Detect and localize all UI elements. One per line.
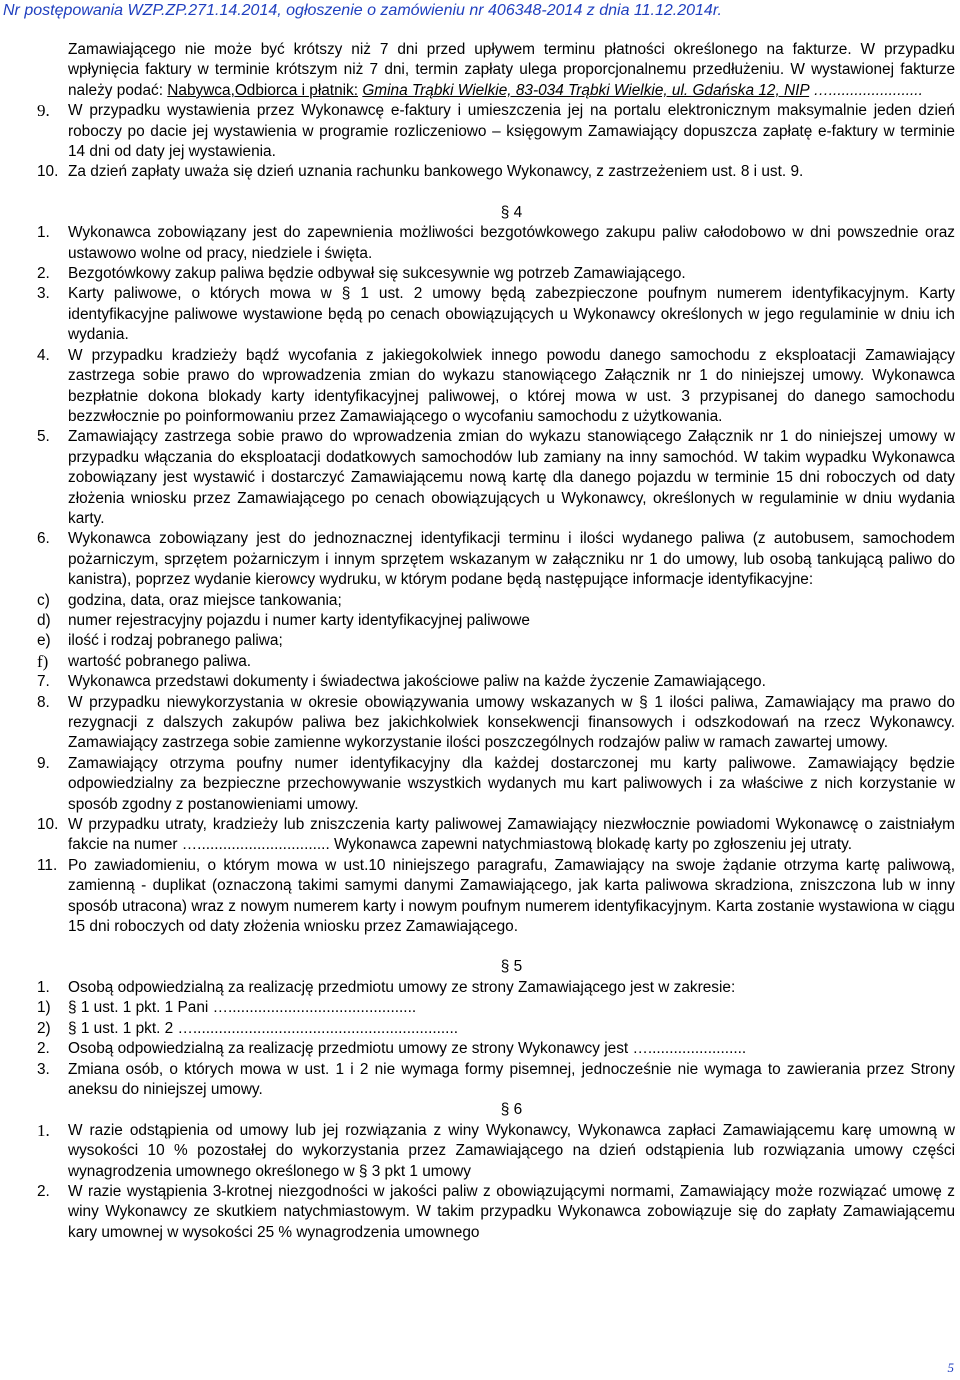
item-text: Zamawiający otrzyma poufny numer identyfikacyjny dla każdej dostarczonej mu karty paliwowe. Zamawiający będzie odpowiedzialny za bezpieczne przechowywanie wszystkich wydanych mu kart paliwowych i za właściwe z nich korzystanie w sposób zgodny z postanowieniami umowy. — [68, 754, 955, 813]
item-number: e) — [37, 632, 51, 650]
item-number: 9. — [37, 101, 50, 121]
item-number: 1. — [37, 1120, 50, 1140]
item-text: W przypadku niewykorzystania w okresie obowiązywania umowy wskazanych w § 1 ilości paliwa, Zamawiający ma prawo do rezygnacji z dalszych zakupów paliwa bez jakichkolwiek konsekwencji finansowych i odszkodowań na rzecz Wykonawcy. Zamawiający zastrzega sobie zamienne wykorzystanie ilości poszczególnych rodzajów paliw w ramach zawartej umowy. — [68, 693, 955, 752]
section-title-5: § 5 — [500, 958, 523, 976]
item-text: Wykonawca zobowiązany jest do zapewnienia możliwości bezgotówkowego zakupu paliw całodobowo w dni powszednie oraz ustawowo wolne od pracy, niedziele i święta. — [68, 224, 955, 262]
item-text: godzina, data, oraz miejsce tankowania; — [68, 591, 342, 609]
item-number: 10. — [37, 816, 59, 834]
item-text: Bezgotówkowy zakup paliwa będzie odbywał się sukcesywnie wg potrzeb Zamawiającego. — [68, 265, 686, 283]
item-number: 1. — [37, 224, 50, 242]
section-title-6: § 6 — [500, 1101, 523, 1119]
list-item — [0, 978, 955, 998]
item-number: 11. — [37, 856, 58, 874]
item-number: 1. — [37, 978, 50, 996]
item-text: Osobą odpowiedzialną za realizację przedmiotu umowy ze strony Wykonawcy jest …....................... — [68, 1040, 747, 1058]
item-text: Za dzień zapłaty uważa się dzień uznania rachunku bankowego Wykonawcy, z zastrzeżeniem ust. 8 i ust. 9. — [68, 163, 804, 181]
item-number: 2. — [37, 1182, 50, 1200]
list-item — [0, 1182, 955, 1243]
item-number: 7. — [37, 673, 50, 691]
list-item — [0, 591, 955, 611]
list-item — [0, 998, 955, 1018]
item-number: 4. — [37, 346, 50, 364]
item-number: 3. — [37, 1060, 50, 1078]
list-item — [0, 754, 955, 815]
item-number: 1) — [37, 999, 51, 1017]
item-number: 8. — [37, 693, 50, 711]
page-number: 5 — [947, 1360, 954, 1375]
document-header: Nr postępowania WZP.ZP.271.14.2014, ogłoszenie o zamówieniu nr 406348-2014 z dnia 11.12.2014r. — [3, 2, 722, 19]
section-6-list — [0, 1121, 955, 1243]
item-text: numer rejestracyjny pojazdu i numer karty identyfikacyjnej paliwowe — [68, 611, 530, 629]
item-number: 9. — [37, 754, 50, 772]
item-text: Zmiana osób, o których mowa w ust. 1 i 2 nie wymaga formy pisemnej, jednocześnie nie wymaga to zawierania przez Strony aneksu do niniejszej umowy. — [68, 1060, 955, 1098]
list-item — [0, 162, 955, 182]
item-text: W razie odstąpienia od umowy lub jej rozwiązania z winy Wykonawcy, Wykonawca zapłaci Zamawiającemu karę umowną w wysokości 10 % pozostałej do wykorzystania przez Zamawiającego na dzień odstąpienia lub rozwiązania umowy części wynagrodzenia umownego określonego w § 3 pkt 1 umowy — [68, 1121, 955, 1180]
list-item — [0, 1060, 955, 1101]
item-number: d) — [37, 611, 51, 629]
list-item — [0, 529, 955, 590]
item-text: Po zawiadomieniu, o którym mowa w ust.10 niniejszego paragrafu, Zamawiający na swoje żądanie otrzyma kartę paliwową, zamienną - duplikat (oznaczoną takimi samymi danymi Zamawiającego, jak karta paliwowa skradziona, zniszczona lub w inny sposób utracona) wraz z nowym numerem karty i nowym poufnym numerem identyfikacyjnym. Karta zostanie wystawiona w ciągu 15 dni roboczych od daty złożenia wniosku przez Zamawiającego. — [68, 856, 955, 936]
list-item — [0, 856, 955, 938]
item-text: wartość pobranego paliwa. — [68, 652, 252, 670]
list-item — [0, 652, 955, 672]
item-text: W razie wystąpienia 3-krotnej niezgodności w jakości paliw z obowiązującymi normami, Zamawiający może rozwiązać umowę z winy Wykonawcy ze skutkiem natychmiastowym. W takim przypadku Wykonawca zobowiązuje się do zapłaty Zamawiającemu kary umownej w wysokości 25 % wynagrodzenia umownego — [68, 1182, 955, 1241]
item-text: Karty paliwowe, o których mowa w § 1 ust. 2 umowy będą zabezpieczone poufnym numerem identyfikacyjnym. Karty identyfikacyjne paliwowe wystawione będą po cenach obowiązujących u Wykonawcy określonych w jego regulaminie w dniu ich wydania. — [68, 285, 955, 344]
item-number: 2) — [37, 1019, 51, 1037]
list-item — [0, 346, 955, 428]
list-item — [0, 815, 955, 856]
list-item — [0, 672, 955, 692]
list-item — [0, 284, 955, 345]
section-5-list — [0, 978, 955, 1100]
list-item — [0, 1121, 955, 1182]
item-text: W przypadku utraty, kradzieży lub zniszczenia karty paliwowej Zamawiający niezwłocznie powiadomi Wykonawcę o zaistniałym fakcie na numer …............................... Wykonawca zapewni natychmiastową blokadę karty po zgłoszeniu jej utraty. — [68, 816, 955, 854]
list-item — [0, 427, 955, 529]
list-item — [0, 611, 955, 631]
item-number: 10. — [37, 163, 59, 181]
item-number: 5. — [37, 428, 50, 446]
item-number: f) — [37, 651, 49, 671]
item-text: § 1 ust. 1 pkt. 2 ….............................................................. — [68, 1019, 459, 1037]
item-text: W przypadku wystawienia przez Wykonawcę e-faktury i umieszczenia jej na portalu elektronicznym maksymalnie jeden dzień roboczy po dacie jej wystawienia w programie rozliczeniowo – księgowym Zamawiający dopuszcza zapłatę e-faktury w terminie 14 dni od daty jej wystawienia. — [68, 102, 955, 161]
item-text: ilość i rodzaj pobranego paliwa; — [68, 632, 283, 650]
item-number: 3. — [37, 285, 50, 303]
item-number: 2. — [37, 1040, 50, 1058]
item-text: Wykonawca zobowiązany jest do jednoznacznej identyfikacji terminu i ilości wydanego paliwa (z autobusem, samochodem pożarniczym, sprzętem pożarniczym i innym sprzętem wskazanym w załączniku nr 1 do umowy, lub osobą tankującą paliwo do kanistra), poprzez wydanie kierowcy wydruku, w którym podane będą następujące informacje identyfikacyjne: — [68, 530, 955, 589]
list-item — [0, 631, 955, 651]
item-text: Osobą odpowiedzialną za realizację przedmiotu umowy ze strony Zamawiającego jest w zakresie: — [68, 978, 736, 996]
document-body — [0, 40, 955, 1243]
list-item — [0, 223, 955, 264]
continuation-paragraph: Zamawiającego nie może być krótszy niż 7 dni przed upływem terminu płatności określonego na fakturze. W przypadku wpłynięcia faktury w terminie krótszym niż 7 dni, termin zapłaty ulega proporcjonalnemu przedłużeniu. W wystawionej fakturze należy podać: Nabywca,Odbiorca i płatnik: Gmina Trąbki Wielkie, 83-034 Trąbki Wielkie, ul. Gdańska 12, NIP …...................... — [68, 41, 955, 99]
list-item — [0, 1039, 955, 1059]
item-number: c) — [37, 591, 50, 609]
list-item — [0, 264, 955, 284]
item-text: Zamawiający zastrzega sobie prawo do wprowadzenia zmian do wykazu stanowiącego Załącznik nr 1 do niniejszej umowy w przypadku włączania do eksploatacji dodatkowych samochodów lub zamiany na inny samochód. W takim wypadku Wykonawca zobowiązany jest wystawić i dostarczyć Zamawiającemu nową kartę dla danego pojazdu w terminie 15 dni roboczych od daty złożenia wniosku przez Zamawiającego po cenach obowiązujących u Wykonawcy, określonych w regulaminie w dniu wydania karty. — [68, 428, 955, 527]
list-item — [0, 1019, 955, 1039]
list-item — [0, 693, 955, 754]
item-text: Wykonawca przedstawi dokumenty i świadectwa jakościowe paliw na każde życzenie Zamawiającego. — [68, 673, 766, 691]
item-text: W przypadku kradzieży bądź wycofania z jakiegokolwiek innego powodu danego samochodu z eksploatacji Zamawiający zastrzega sobie prawo do wprowadzenia zmian do wykazu stanowiącego Załącznik nr 1 do niniejszej umowy. Wykonawca bezpłatnie dokona blokady karty identyfikacyjnej paliwowej, o której mowa w ust. 3 przypisanej do danego samochodu bezzwłocznie po poinformowaniu przez Zamawiającego o wycofaniu samochodu z użytkowania. — [68, 346, 955, 425]
item-number: 6. — [37, 530, 50, 548]
section-4-list — [0, 223, 955, 937]
section-title-4: § 4 — [500, 203, 523, 221]
item-text: § 1 ust. 1 pkt. 1 Pani …............................................ — [68, 999, 417, 1017]
item-number: 2. — [37, 265, 50, 283]
list-item — [0, 101, 955, 162]
